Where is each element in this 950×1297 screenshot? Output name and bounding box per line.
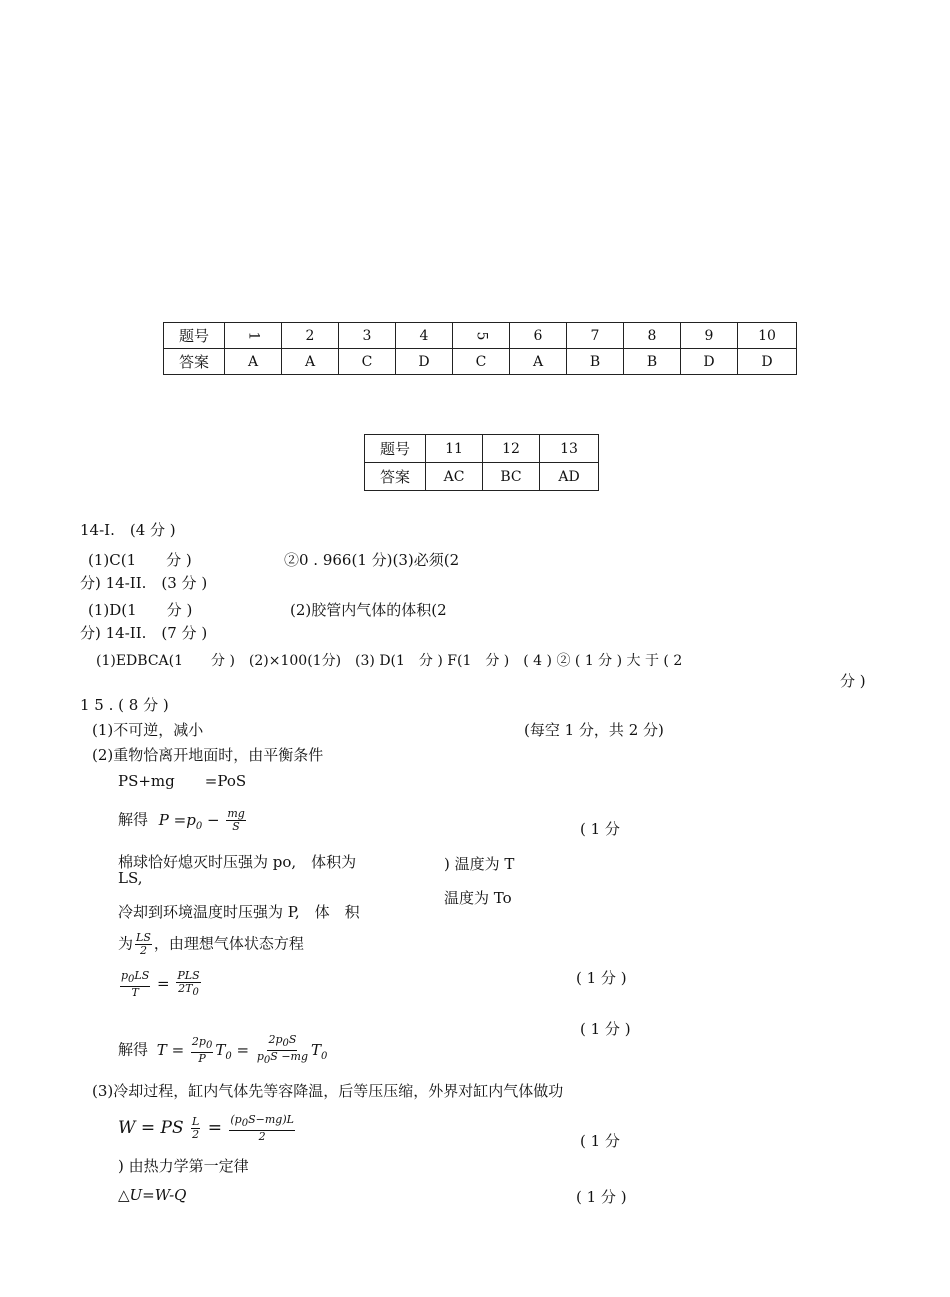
q14-line: (2)胶管内气体的体积(2 <box>290 601 447 619</box>
score-note: ( 1 分 ) <box>576 1188 627 1206</box>
table-header-cell: 答案 <box>164 349 225 375</box>
q14-line: (1)C(1 分 ) <box>88 551 192 569</box>
q14-heading: 14-I. (4 分 ) <box>80 521 176 539</box>
table-row <box>164 349 797 375</box>
table-cell: AC <box>426 463 483 491</box>
table-header-cell: 题号 <box>365 435 426 463</box>
table-cell: 13 <box>540 435 599 463</box>
score-note: ( 1 分 ) <box>580 1020 631 1038</box>
table-cell: 9 <box>681 323 738 349</box>
q14-line: 分 ) <box>840 672 866 690</box>
q15-part1: (1)不可逆，减小 <box>92 721 204 739</box>
condition-text: 为 $\frac{LS}{2}$ ，由理想气体状态方程 <box>118 931 304 957</box>
table-cell: B <box>567 349 624 375</box>
table-cell: D <box>396 349 453 375</box>
table-cell: B <box>624 349 681 375</box>
table-cell: 7 <box>567 323 624 349</box>
condition-text: 棉球恰好熄灭时压强为 po, 体积为 <box>118 853 357 871</box>
table-row <box>365 435 599 463</box>
table-row <box>164 323 797 349</box>
condition-text: LS, <box>118 869 143 887</box>
table-cell: 11 <box>426 435 483 463</box>
table-cell: 8 <box>624 323 681 349</box>
condition-text: 冷却到环境温度时压强为 P, 体 积 <box>118 903 360 921</box>
table-cell: 2 <box>282 323 339 349</box>
score-note: (每空 1 分，共 2 分) <box>524 721 664 739</box>
table-cell: BC <box>483 463 540 491</box>
equation-solve-2: 解得 T = $\frac{2p_0}{P}$ $T_0$ = $\frac{2p_0S}{p_0S -mg}$ $T_0$ <box>118 1033 328 1067</box>
table-header-cell: 题号 <box>164 323 225 349</box>
table-cell: D <box>681 349 738 375</box>
table-cell: 3 <box>339 323 396 349</box>
q15-part3: (3)冷却过程，缸内气体先等容降温，后等压压缩，外界对缸内气体做功 <box>92 1082 564 1100</box>
q14-line: (1)EDBCA(1 分 ) (2)×100(1分) (3) D(1 分 ) F(1 分 ) ( 4 ) ② ( 1 分 ) 大 于 ( 2 <box>96 653 683 669</box>
condition-text: ) 由热力学第一定律 <box>118 1157 249 1175</box>
equation: PS+mg =PoS <box>118 772 247 790</box>
score-note: ( 1 分 ) <box>576 969 627 987</box>
q15-heading: 1 5 . ( 8 分 ) <box>80 696 169 714</box>
table-cell: 1 <box>225 323 282 349</box>
table-header-cell: 答案 <box>365 463 426 491</box>
q14-line: (1)D(1 分 ) <box>88 601 193 619</box>
table-cell: C <box>339 349 396 375</box>
table-cell: AD <box>540 463 599 491</box>
condition-text: ) 温度为 T <box>444 855 515 873</box>
equation-first-law: △U=W-Q <box>118 1186 187 1204</box>
answer-table-2 <box>364 434 599 491</box>
condition-text: 温度为 To <box>444 889 512 907</box>
table-cell: A <box>510 349 567 375</box>
equation-solve-1: 解得 $P =p_0$ − $\frac{mg}{S}$ <box>118 807 245 833</box>
q14-line: ②0 . 966(1 分)(3)必须(2 <box>284 551 460 569</box>
q15-part2: (2)重物恰离开地面时，由平衡条件 <box>92 746 324 764</box>
q14-line: 分) 14-II. (7 分 ) <box>80 624 208 642</box>
table-row <box>365 463 599 491</box>
table-cell: D <box>738 349 797 375</box>
table-cell: C <box>453 349 510 375</box>
table-cell: 10 <box>738 323 797 349</box>
score-note: ( 1 分 <box>580 1132 620 1150</box>
table-cell: 4 <box>396 323 453 349</box>
table-cell: A <box>282 349 339 375</box>
table-cell: 12 <box>483 435 540 463</box>
score-note: ( 1 分 <box>580 820 620 838</box>
q14-line: 分) 14-II. (3 分 ) <box>80 574 208 592</box>
equation-gas-law: $\frac{p_0LS}{T}$ = $\frac{\text{PLS}}{2T_0}$ <box>121 969 200 1000</box>
answer-table-1 <box>163 322 797 375</box>
equation-work: W = PS $\frac{L}{2}$ = $\frac{(p_0S-mg)L}{2}$ <box>118 1113 294 1144</box>
table-cell: 5 <box>453 323 510 349</box>
table-cell: 6 <box>510 323 567 349</box>
table-cell: A <box>225 349 282 375</box>
